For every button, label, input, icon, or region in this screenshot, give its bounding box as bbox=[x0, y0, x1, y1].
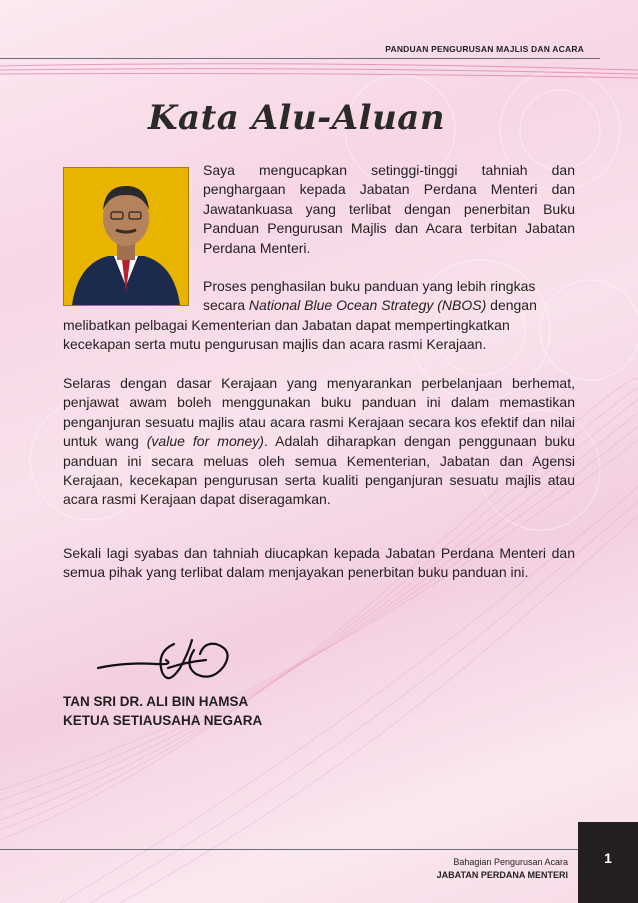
paragraph-1: Saya mengucapkan setinggi-tinggi tahniah dan penghargaan kepada Jabatan Perdana Menteri dan Jawatankuasa yang terlibat dengan penerbitan Buku Panduan Pengurusan Majlis dan Acara terbitan Jabatan Perdana Menteri. bbox=[203, 162, 575, 256]
signatory-position: KETUA SETIAUSAHA NEGARA bbox=[63, 713, 263, 728]
footer-line-2: JABATAN PERDANA MENTERI bbox=[436, 870, 568, 880]
footer-rule bbox=[0, 849, 578, 850]
footer-department bbox=[437, 856, 568, 882]
running-header: PANDUAN PENGURUSAN MAJLIS DAN ACARA bbox=[385, 44, 584, 54]
paragraph-2-text-b: dengan bbox=[486, 297, 537, 314]
page-title: Kata Alu-Aluan bbox=[148, 98, 446, 138]
paragraph-4: Sekali lagi syabas dan tahniah diucapkan kepada Jabatan Perdana Menteri dan semua pihak yang terlibat dalam menjayakan penerbitan buku panduan ini. bbox=[63, 545, 575, 581]
paragraph-2-italic: National Blue Ocean Strategy (NBOS) bbox=[248, 297, 487, 314]
paragraph-2-continued: melibatkan pelbagai Kementerian dan Jabatan dapat mempertingkatkan kecekapan serta mutu pengurusan majlis dan acara rasmi Kerajaan. bbox=[63, 317, 510, 353]
page-number: 1 bbox=[578, 822, 638, 903]
paragraph-3-italic: (value for money) bbox=[146, 433, 264, 450]
header-rule bbox=[0, 58, 600, 59]
handwritten-signature bbox=[96, 632, 246, 688]
portrait-illustration bbox=[64, 168, 188, 305]
paragraph-3-text-b: . Adalah diharapkan dengan penggunaan buku panduan ini secara meluas oleh semua Kementerian, Jabatan dan Agensi Kerajaan, kecekapan pengurusan serta kualiti penganjuran sesuatu majlis atau acara rasmi Kerajaan dapat diseragamkan. bbox=[63, 433, 575, 508]
paragraph-3-text-a: Selaras dengan dasar Kerajaan yang menyarankan perbelanjaan berhemat, penjawat awam boleh menggunakan buku panduan ini dalam memastikan penganjuran sesuatu majlis atau acara rasmi Kerajaan secara kos efektif dan nilai untuk wang bbox=[63, 375, 575, 450]
signatory-name: TAN SRI DR. ALI BIN HAMSA bbox=[63, 694, 249, 709]
paragraph-2-start bbox=[203, 277, 575, 316]
signatory-block bbox=[63, 692, 262, 730]
portrait-photo bbox=[63, 167, 189, 306]
paragraph-3 bbox=[63, 374, 575, 510]
footer-line-1: Bahagian Pengurusan Acara bbox=[453, 857, 568, 867]
paragraph-2-text-a: Proses penghasilan buku panduan yang lebih ringkas secara bbox=[203, 278, 536, 314]
